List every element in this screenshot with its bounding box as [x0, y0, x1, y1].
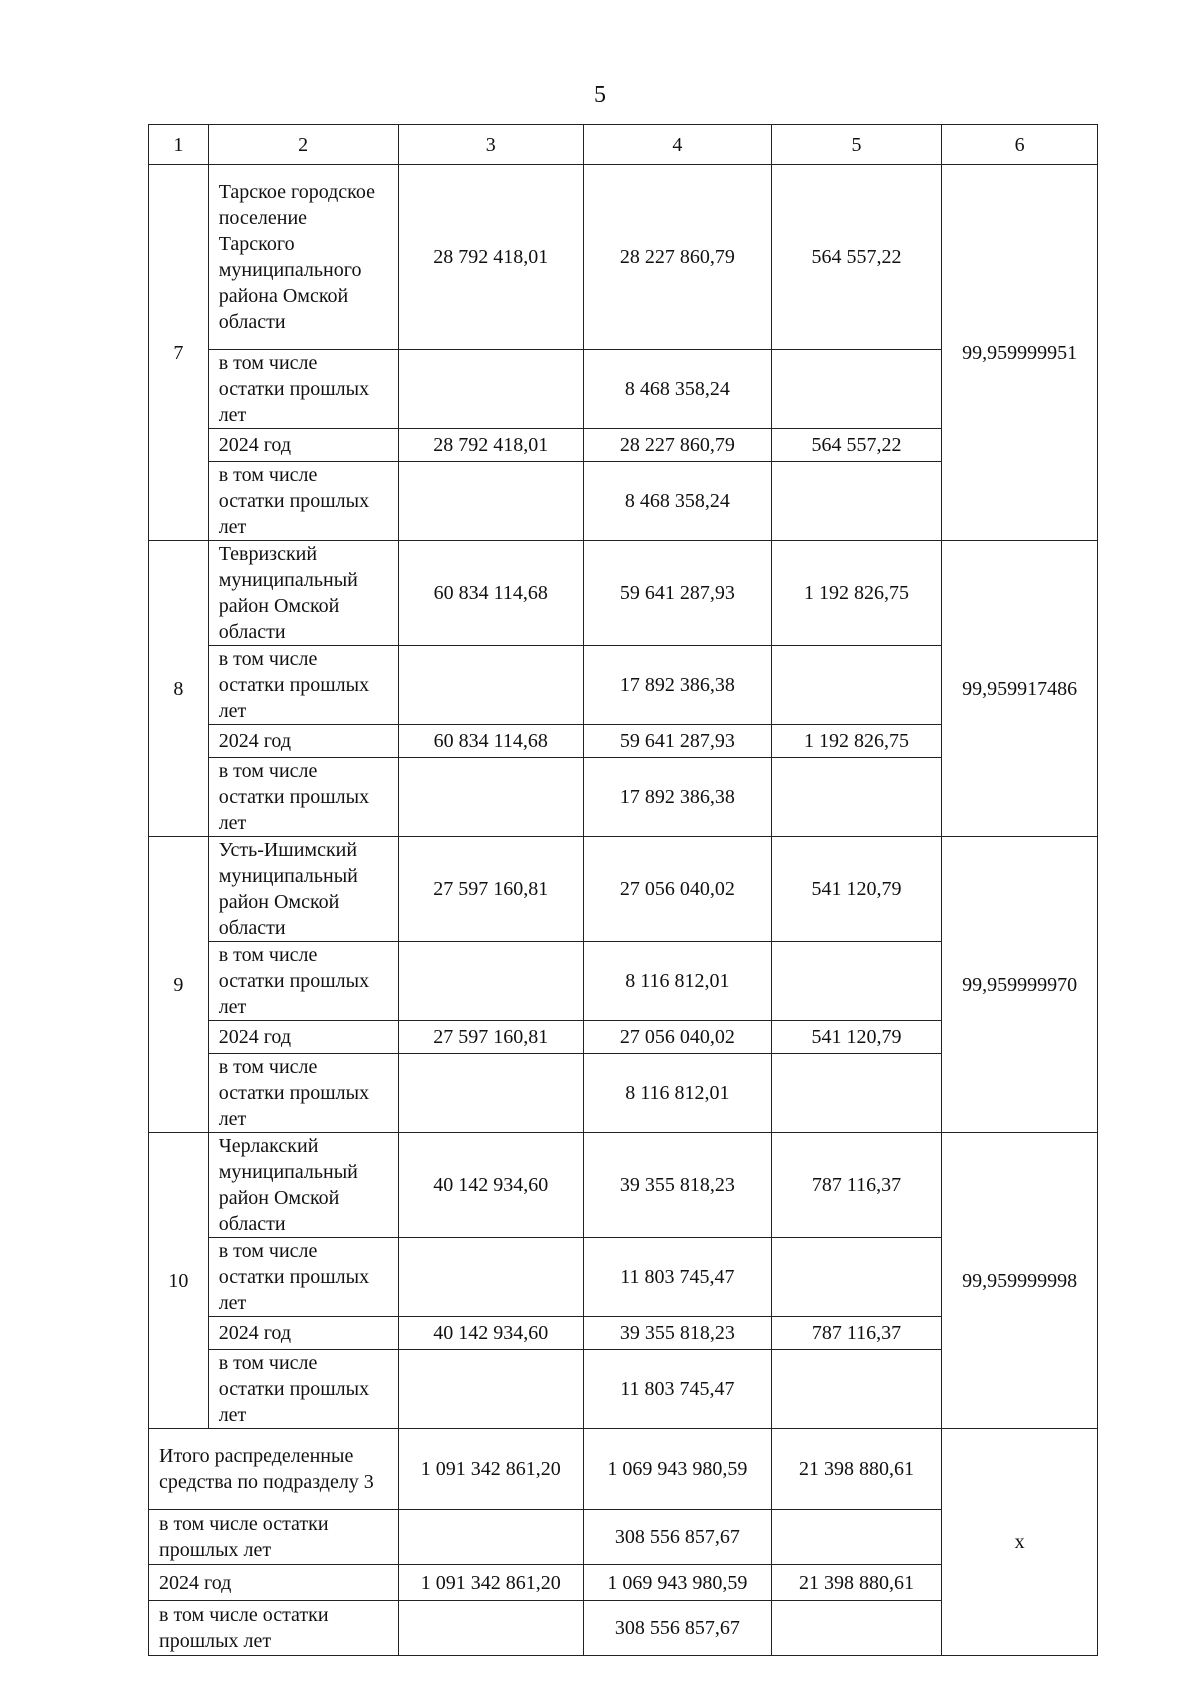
including-label: в том числе остатки прошлых лет: [208, 646, 398, 725]
header-col-3: 3: [398, 125, 584, 165]
value-col-4: 8 116 812,01: [584, 942, 772, 1021]
value-col-3: [398, 462, 584, 541]
year-label: 2024 год: [208, 1317, 398, 1350]
value-col-5: 541 120,79: [771, 837, 942, 942]
including-label: в том числе остатки прошлых лет: [149, 1601, 399, 1656]
value-col-5: 1 192 826,75: [771, 725, 942, 758]
including-label: в том числе остатки прошлых лет: [208, 1054, 398, 1133]
value-col-5: [771, 1054, 942, 1133]
header-col-5: 5: [771, 125, 942, 165]
municipality-name: Черлакский муниципальный район Омской области: [208, 1133, 398, 1238]
value-col-5: [771, 942, 942, 1021]
value-col-4: 17 892 386,38: [584, 758, 772, 837]
header-col-6: 6: [942, 125, 1098, 165]
value-col-3: [398, 1054, 584, 1133]
value-col-4: 308 556 857,67: [584, 1601, 772, 1656]
value-col-3: 40 142 934,60: [398, 1317, 584, 1350]
value-col-5: [771, 1238, 942, 1317]
value-col-4: 27 056 040,02: [584, 1021, 772, 1054]
including-label: в том числе остатки прошлых лет: [208, 942, 398, 1021]
value-col-6: 99,959999970: [942, 837, 1098, 1133]
value-col-5: [771, 1601, 942, 1656]
value-col-5: [771, 350, 942, 429]
value-col-4: 8 116 812,01: [584, 1054, 772, 1133]
value-col-5: [771, 462, 942, 541]
including-label: в том числе остатки прошлых лет: [208, 1238, 398, 1317]
including-label: в том числе остатки прошлых лет: [149, 1510, 399, 1565]
value-col-3: 27 597 160,81: [398, 837, 584, 942]
header-col-4: 4: [584, 125, 772, 165]
year-label: 2024 год: [208, 725, 398, 758]
value-col-3: 40 142 934,60: [398, 1133, 584, 1238]
value-col-4: 11 803 745,47: [584, 1238, 772, 1317]
value-col-5: 564 557,22: [771, 429, 942, 462]
year-label: 2024 год: [149, 1565, 399, 1601]
value-col-3: 27 597 160,81: [398, 1021, 584, 1054]
value-col-5: 1 192 826,75: [771, 541, 942, 646]
value-col-4: 39 355 818,23: [584, 1317, 772, 1350]
value-col-3: 28 792 418,01: [398, 165, 584, 350]
value-col-3: [398, 758, 584, 837]
value-col-4: 17 892 386,38: [584, 646, 772, 725]
municipality-name: Тевризский муниципальный район Омской области: [208, 541, 398, 646]
value-col-4: 1 069 943 980,59: [584, 1565, 772, 1601]
page-number: 5: [594, 82, 606, 108]
value-col-6: 99,959999998: [942, 1133, 1098, 1429]
value-col-4: 59 641 287,93: [584, 541, 772, 646]
header-col-2: 2: [208, 125, 398, 165]
table-row: [149, 541, 1098, 646]
value-col-4: 8 468 358,24: [584, 350, 772, 429]
value-col-3: [398, 942, 584, 1021]
value-col-3: [398, 1510, 584, 1565]
value-col-4: 27 056 040,02: [584, 837, 772, 942]
value-col-4: 8 468 358,24: [584, 462, 772, 541]
row-number: 10: [149, 1133, 209, 1429]
totals-label: Итого распределенные средства по подразделу 3: [149, 1429, 399, 1510]
value-col-6: 99,959999951: [942, 165, 1098, 541]
value-col-4: 11 803 745,47: [584, 1350, 772, 1429]
value-col-4: 39 355 818,23: [584, 1133, 772, 1238]
table-row: [149, 837, 1098, 942]
year-label: 2024 год: [208, 1021, 398, 1054]
municipality-name: Тарское городское поселение Тарского муниципального района Омской области: [208, 165, 398, 350]
value-col-5: [771, 1510, 942, 1565]
value-col-3: [398, 1601, 584, 1656]
row-number: 8: [149, 541, 209, 837]
value-col-5: 564 557,22: [771, 165, 942, 350]
value-col-3: 1 091 342 861,20: [398, 1565, 584, 1601]
value-col-3: 60 834 114,68: [398, 541, 584, 646]
value-col-6: 99,959917486: [942, 541, 1098, 837]
value-col-6: х: [942, 1429, 1098, 1656]
including-label: в том числе остатки прошлых лет: [208, 1350, 398, 1429]
allocation-table: [148, 124, 1098, 1656]
value-col-5: [771, 646, 942, 725]
value-col-5: 787 116,37: [771, 1133, 942, 1238]
value-col-4: 28 227 860,79: [584, 429, 772, 462]
value-col-4: 28 227 860,79: [584, 165, 772, 350]
including-label: в том числе остатки прошлых лет: [208, 758, 398, 837]
value-col-4: 308 556 857,67: [584, 1510, 772, 1565]
value-col-3: [398, 646, 584, 725]
municipality-name: Усть-Ишимский муниципальный район Омской области: [208, 837, 398, 942]
value-col-3: [398, 1238, 584, 1317]
including-label: в том числе остатки прошлых лет: [208, 350, 398, 429]
value-col-3: [398, 350, 584, 429]
value-col-5: [771, 1350, 942, 1429]
including-label: в том числе остатки прошлых лет: [208, 462, 398, 541]
table-row: [149, 1133, 1098, 1238]
value-col-3: 28 792 418,01: [398, 429, 584, 462]
row-number: 7: [149, 165, 209, 541]
value-col-4: 1 069 943 980,59: [584, 1429, 772, 1510]
year-label: 2024 год: [208, 429, 398, 462]
totals-row: [149, 1429, 1098, 1510]
value-col-4: 59 641 287,93: [584, 725, 772, 758]
row-number: 9: [149, 837, 209, 1133]
table-header-row: [149, 125, 1098, 165]
value-col-5: 21 398 880,61: [771, 1429, 942, 1510]
value-col-3: 1 091 342 861,20: [398, 1429, 584, 1510]
value-col-3: [398, 1350, 584, 1429]
value-col-3: 60 834 114,68: [398, 725, 584, 758]
value-col-5: 21 398 880,61: [771, 1565, 942, 1601]
header-col-1: 1: [149, 125, 209, 165]
value-col-5: [771, 758, 942, 837]
value-col-5: 787 116,37: [771, 1317, 942, 1350]
value-col-5: 541 120,79: [771, 1021, 942, 1054]
table-row: [149, 165, 1098, 350]
